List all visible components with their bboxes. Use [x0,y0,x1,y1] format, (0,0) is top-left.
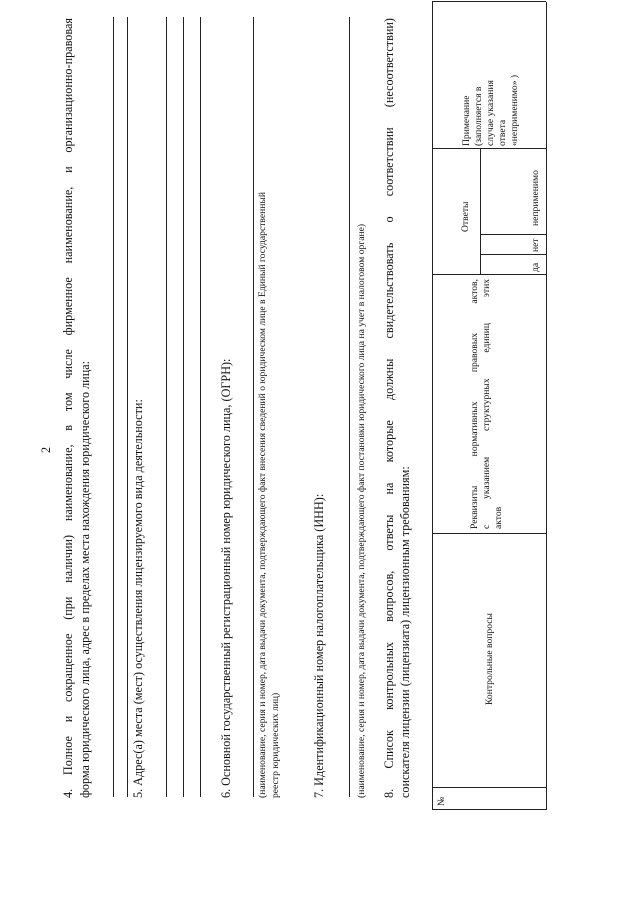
table-answer-yes: да [530,262,541,272]
note-line-1: Примечание [461,95,472,146]
item-4-fill-line-1 [113,17,114,797]
note-line-3: случае указания [485,80,496,146]
item-7-fill-line [349,17,350,797]
note-line-4: ответа [497,119,508,146]
item-6-fill-line [253,17,254,797]
table-border-bottom [546,2,547,810]
table-answer-no: нет [530,238,541,252]
requisites-line-2: с указанием структурных единиц этих [481,279,492,529]
table-border-right [432,1,546,2]
table-col-divider-1 [432,787,546,788]
item-6-label: 6. Основной государственный регистрационный номер юридического лица, (ОГРН): [219,358,233,798]
table-col-divider-2 [432,533,546,534]
item-5-label: 5. Адрес(а) места (мест) осуществления лицензируемого вида деятельности: [131,399,145,798]
item-5-fill-line-1 [166,17,167,797]
item-7-label: 7. Идентификационный номер налогоплательщика (ИНН): [312,493,326,798]
table-header-requisites [469,279,505,529]
table-answers-subheader-line [480,149,481,275]
table-header-answers: Ответы [460,201,471,232]
table-border-left [432,809,546,810]
item-6-note-line-2: реестр юридических лиц) [270,692,281,798]
item-8-line-1: 8. Список контрольных вопросов, ответы на которые должны свидетельствовать о соответствии (несоответствии) [382,18,396,798]
table-header-questions: Контрольные вопросы [484,613,495,705]
item-4-fill-line-2 [127,17,128,797]
item-7-note: (наименование, серия и номер, дата выдачи документа, подтверждающего факт постановки юридического лица на учет в налоговом органе) [356,223,367,798]
table-col-divider-3 [432,274,546,275]
item-8-line-2: соискателя лицензии (лицензиата) лицензионным требованиям: [398,466,412,798]
item-4-line-2: форма юридического лица, адрес в пределах места нахождения юридического лица: [78,360,92,798]
item-5-fill-line-2 [183,17,184,797]
table-header-number: № [436,796,447,806]
table-header-note [461,75,521,146]
table-answers-divider-1 [480,254,546,255]
item-5-fill-line-3 [200,17,201,797]
note-line-5: «неприменимо» ) [509,74,520,146]
requisites-line-1: Реквизиты нормативных правовых актов, [469,279,480,529]
requisites-line-3: актов [493,506,504,529]
table-col-divider-4 [432,148,546,149]
table-border-top [432,2,433,810]
table-answer-na: неприменимо [530,170,541,226]
table-answers-divider-2 [480,234,546,235]
page-number: 2 [39,446,53,453]
note-line-2: (заполняется в [473,86,484,146]
item-4-line-1: 4. Полное и сокращенное (при наличии) наименование, в том числе фирменное наименование, и организационно-правовая [61,18,75,798]
item-6-note-line-1: (наименование, серия и номер, дата выдачи документа, подтверждающего факт внесения сведений о юридическом лице в Единый государственный [257,192,268,798]
